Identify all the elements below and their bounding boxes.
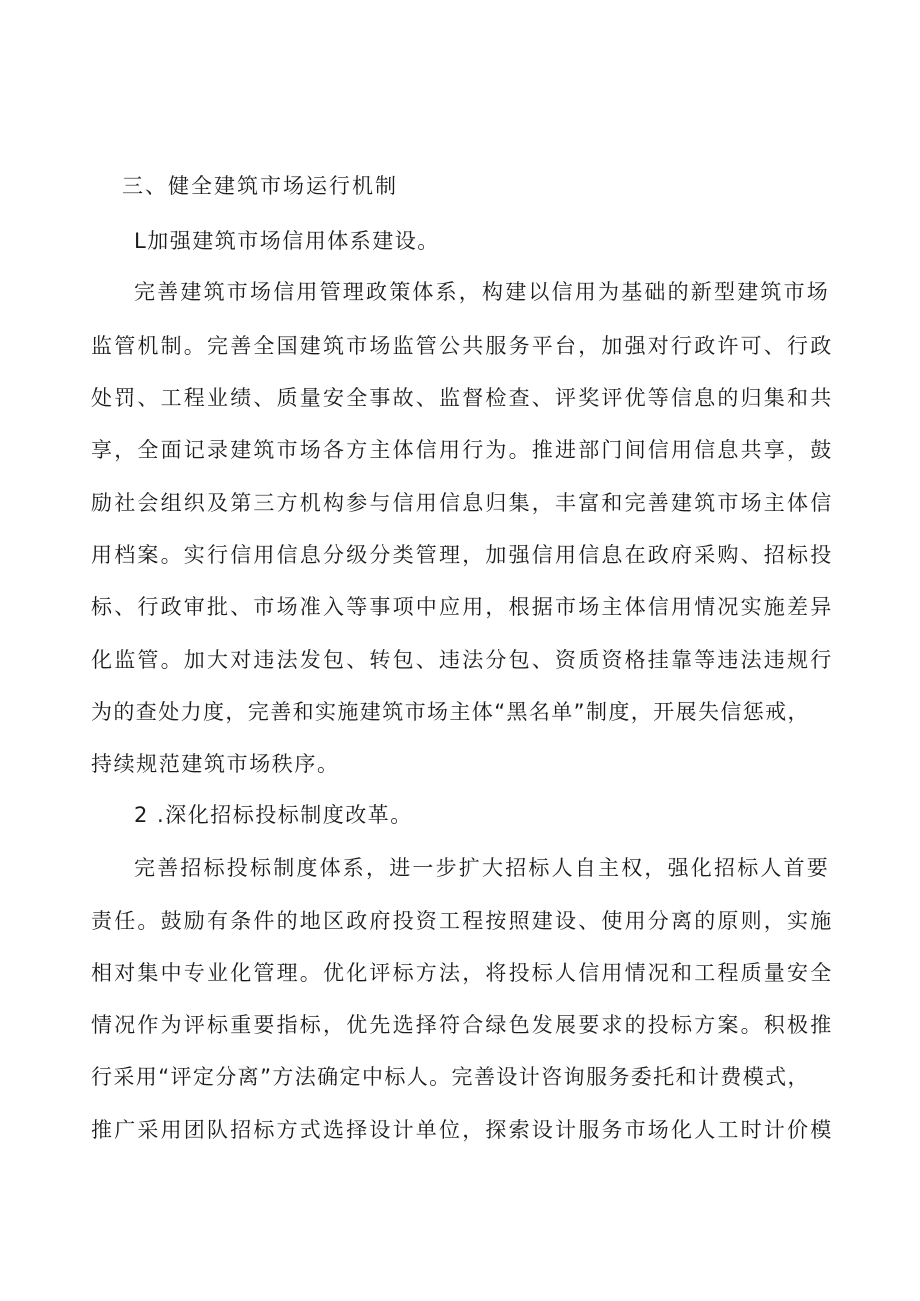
item1-title: L加强建筑市场信用体系建设。 bbox=[134, 229, 440, 253]
item1-line-4: 享，全面记录建筑市场各方主体信用行为。推进部门间信用信息共享，鼓 bbox=[91, 438, 834, 462]
item2-line-3: 相对集中专业化管理。优化评标方法，将投标人信用情况和工程质量安全 bbox=[91, 961, 834, 985]
item1-line-8: 化监管。加大对违法发包、转包、违法分包、资质资格挂靠等违法违规行 bbox=[91, 648, 834, 672]
item2-line-4: 情况作为评标重要指标，优先选择符合绿色发展要求的投标方案。积极推 bbox=[91, 1013, 834, 1037]
item2-line-1: 完善招标投标制度体系，进一步扩大招标人自主权，强化招标人首要 bbox=[134, 856, 830, 880]
item1-line-7: 标、行政审批、市场准入等事项中应用，根据市场主体信用情况实施差异 bbox=[91, 595, 834, 619]
item2-line-6: 推广采用团队招标方式选择设计单位，探索设计服务市场化人工时计价模 bbox=[91, 1118, 834, 1142]
item1-line-10: 持续规范建筑市场秩序。 bbox=[91, 752, 340, 776]
item1-line-5: 励社会组织及第三方机构参与信用信息归集，丰富和完善建筑市场主体信 bbox=[91, 491, 834, 515]
item2-line-5: 行采用“评定分离”方法确定中标人。完善设计咨询服务委托和计费模式， bbox=[91, 1065, 810, 1089]
item1-line-2: 监管机制。完善全国建筑市场监管公共服务平台，加强对行政许可、行政 bbox=[91, 334, 834, 358]
item1-line-1: 完善建筑市场信用管理政策体系，构建以信用为基础的新型建筑市场 bbox=[134, 280, 830, 304]
item1-line-3: 处罚、工程业绩、质量安全事故、监督检查、评奖评优等信息的归集和共 bbox=[91, 386, 834, 410]
item1-line-9: 为的查处力度，完善和实施建筑市场主体“黑名单”制度，开展失信惩戒， bbox=[91, 700, 810, 724]
item2-title: 2 .深化招标投标制度改革。 bbox=[134, 803, 413, 827]
item2-line-2: 责任。鼓励有条件的地区政府投资工程按照建设、使用分离的原则，实施 bbox=[91, 909, 834, 933]
section-heading: 三、健全建筑市场运行机制 bbox=[122, 174, 398, 198]
item1-line-6: 用档案。实行信用信息分级分类管理，加强信用信息在政府采购、招标投 bbox=[91, 543, 834, 567]
